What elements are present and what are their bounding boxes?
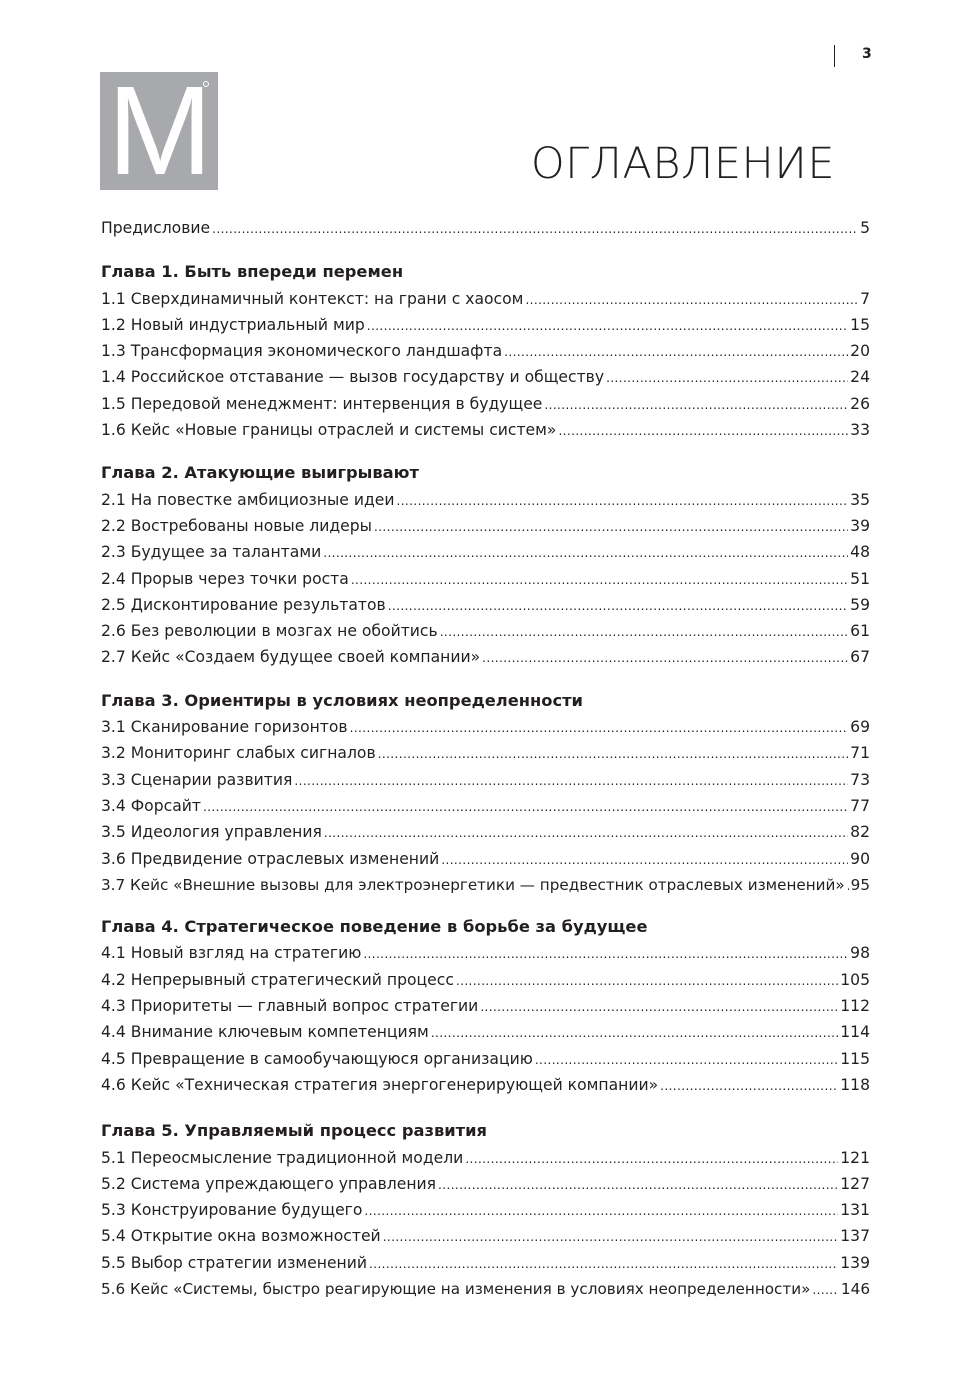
dot-leader — [558, 417, 848, 443]
toc-entry-page: 7 — [860, 289, 870, 308]
logo-letter: M — [107, 72, 211, 190]
toc-entry-page: 105 — [840, 970, 870, 989]
dot-leader — [482, 644, 848, 670]
logo-mark-icon — [203, 81, 209, 87]
toc-entry-label: 4.5 Превращение в самообучающуюся организацию — [101, 1049, 533, 1068]
dot-leader — [606, 364, 848, 390]
toc-entry-label: 2.1 На повестке амбициозные идеи — [101, 490, 395, 509]
toc-entry[interactable] — [101, 513, 870, 539]
dot-leader — [363, 940, 848, 966]
toc-entry-page: 61 — [850, 622, 870, 641]
dot-leader — [374, 513, 848, 539]
toc-entry[interactable] — [101, 967, 870, 993]
toc-entry-label: 5.6 Кейс «Системы, быстро реагирующие на изменения в условиях неопределенности» — [101, 1279, 811, 1298]
toc-entry-label: 1.6 Кейс «Новые границы отраслей и системы систем» — [101, 421, 557, 440]
toc-entry[interactable] — [101, 872, 870, 898]
toc-entry-label: 4.4 Внимание ключевым компетенциям — [101, 1023, 429, 1042]
toc-entry-label: 2.2 Востребованы новые лидеры — [101, 516, 372, 535]
toc-entry[interactable] — [101, 1046, 870, 1072]
toc-entry-page: 112 — [840, 997, 870, 1016]
dot-leader — [369, 1250, 838, 1276]
toc-entry[interactable] — [101, 819, 870, 845]
dot-leader — [367, 312, 848, 338]
toc-entry-label: 2.4 Прорыв через точки роста — [101, 569, 349, 588]
toc-entry[interactable] — [101, 417, 870, 443]
toc-entry-label: 1.5 Передовой менеджмент: интервенция в будущее — [101, 394, 543, 413]
toc-entry-label: 1.2 Новый индустриальный мир — [101, 315, 365, 334]
dot-leader — [847, 872, 849, 898]
dot-leader — [383, 1223, 839, 1249]
toc-entry[interactable] — [101, 338, 870, 364]
toc-entry[interactable] — [101, 312, 870, 338]
toc-entry-label: 4.6 Кейс «Техническая стратегия энергогенерирующей компании» — [101, 1075, 659, 1094]
dot-leader — [660, 1072, 838, 1098]
toc-entry-page: 114 — [840, 1023, 870, 1042]
chapter-heading[interactable]: Глава 1. Быть впереди перемен — [101, 262, 404, 282]
toc-entry-label: 5.2 Система упреждающего управления — [101, 1174, 437, 1193]
toc-entry[interactable] — [101, 487, 870, 513]
toc-entry-label: 1.3 Трансформация экономического ландшафта — [101, 342, 503, 361]
toc-entry[interactable] — [101, 767, 870, 793]
toc-entry-page: 90 — [850, 849, 870, 868]
toc-entry-label: Предисловие — [101, 219, 211, 237]
toc-entry[interactable] — [101, 1197, 870, 1223]
toc-entry-page: 59 — [850, 595, 870, 614]
toc-entry-label: 4.1 Новый взгляд на стратегию — [101, 944, 362, 963]
toc-entry[interactable] — [101, 644, 870, 670]
toc-entry-label: 3.3 Сценарии развития — [101, 770, 293, 789]
dot-leader — [364, 1197, 838, 1223]
toc-entry[interactable] — [101, 566, 870, 592]
toc-entry-label: 3.1 Сканирование горизонтов — [101, 718, 348, 737]
toc-entry[interactable] — [101, 1250, 870, 1276]
dot-leader — [544, 391, 848, 417]
dot-leader — [535, 1046, 838, 1072]
toc-entry-label: 2.5 Дисконтирование результатов — [101, 595, 386, 614]
dot-leader — [378, 740, 849, 766]
toc-entry[interactable] — [101, 846, 870, 872]
dot-leader — [350, 714, 849, 740]
toc-entry-page: 121 — [840, 1148, 870, 1167]
toc-entry-page: 69 — [850, 718, 870, 737]
toc-entry-label: 5.4 Открытие окна возможностей — [101, 1227, 381, 1246]
toc-entry-page: 127 — [840, 1174, 870, 1193]
dot-leader — [397, 487, 849, 513]
dot-leader — [465, 1145, 838, 1171]
toc-entry-page: 95 — [850, 875, 870, 894]
toc-entry-page: 51 — [850, 569, 870, 588]
chapter-heading[interactable]: Глава 4. Стратегическое поведение в борьбе за будущее — [101, 917, 648, 937]
toc-entry-page: 139 — [840, 1253, 870, 1272]
toc-entry-label: 3.5 Идеология управления — [101, 823, 322, 842]
toc-entry[interactable] — [101, 1145, 870, 1171]
dot-leader — [212, 215, 858, 241]
toc-entry-label: 1.4 Российское отставание — вызов государству и обществу — [101, 368, 605, 387]
toc-entry-label: 5.3 Конструирование будущего — [101, 1201, 363, 1220]
toc-entry-page: 98 — [850, 944, 870, 963]
toc-entry[interactable] — [101, 793, 870, 819]
dot-leader — [438, 1171, 838, 1197]
toc-entry-label: 3.7 Кейс «Внешние вызовы для электроэнергетики — предвестник отраслевых изменений» — [101, 875, 845, 894]
toc-entry-page: 35 — [850, 490, 870, 509]
toc-entry-page: 115 — [840, 1049, 870, 1068]
chapter-heading[interactable]: Глава 5. Управляемый процесс развития — [101, 1121, 487, 1141]
table-of-contents — [101, 215, 870, 1302]
dot-leader — [324, 819, 848, 845]
toc-entry[interactable] — [101, 940, 870, 966]
page-number: 3 — [862, 46, 872, 62]
toc-entry[interactable] — [101, 592, 870, 618]
dot-leader — [812, 1276, 839, 1302]
toc-entry-page: 48 — [850, 543, 870, 562]
toc-entry[interactable] — [101, 391, 870, 417]
dot-leader — [441, 846, 848, 872]
dot-leader — [351, 566, 848, 592]
toc-entry-page: 20 — [850, 342, 870, 361]
dot-leader — [323, 539, 848, 565]
dot-leader — [294, 767, 848, 793]
dot-leader — [388, 592, 848, 618]
dot-leader — [480, 993, 838, 1019]
toc-entry-label: 3.6 Предвидение отраслевых изменений — [101, 849, 440, 868]
toc-entry-label: 3.2 Мониторинг слабых сигналов — [101, 744, 376, 763]
toc-entry[interactable] — [101, 1276, 870, 1302]
toc-entry-label: 4.3 Приоритеты — главный вопрос стратегии — [101, 997, 479, 1016]
toc-entry[interactable] — [101, 1223, 870, 1249]
toc-entry[interactable] — [101, 539, 870, 565]
toc-entry-page: 67 — [850, 648, 870, 667]
page-title: ОГЛАВЛЕНИЕ — [530, 139, 835, 189]
dot-leader — [440, 618, 848, 644]
toc-entry-page: 131 — [840, 1201, 870, 1220]
toc-entry-page: 33 — [850, 421, 870, 440]
toc-entry[interactable] — [101, 618, 870, 644]
publisher-logo — [100, 72, 218, 190]
chapter-heading[interactable]: Глава 3. Ориентиры в условиях неопределенности — [101, 690, 583, 710]
toc-entry-preface[interactable] — [101, 215, 870, 241]
toc-entry-label: 2.7 Кейс «Создаем будущее своей компании» — [101, 648, 481, 667]
toc-entry[interactable] — [101, 714, 870, 740]
toc-entry-label: 3.4 Форсайт — [101, 796, 201, 815]
toc-entry-page: 118 — [840, 1075, 870, 1094]
chapter-heading[interactable]: Глава 2. Атакующие выигрывают — [101, 463, 419, 483]
toc-entry-page: 146 — [841, 1279, 870, 1298]
toc-entry-page: 26 — [850, 394, 870, 413]
toc-entry[interactable] — [101, 740, 870, 766]
toc-entry-page: 73 — [850, 770, 870, 789]
toc-entry-label: 2.3 Будущее за талантами — [101, 543, 322, 562]
dot-leader — [456, 967, 838, 993]
toc-entry-page: 137 — [840, 1227, 870, 1246]
toc-entry[interactable] — [101, 286, 870, 312]
toc-entry-label: 5.5 Выбор стратегии изменений — [101, 1253, 368, 1272]
toc-entry[interactable] — [101, 364, 870, 390]
toc-entry[interactable] — [101, 993, 870, 1019]
dot-leader — [504, 338, 848, 364]
toc-entry-page: 77 — [850, 796, 870, 815]
page-number-divider — [834, 45, 835, 67]
toc-entry-label: 1.1 Сверхдинамичный контекст: на грани с хаосом — [101, 289, 524, 308]
toc-entry-page: 24 — [850, 368, 870, 387]
toc-entry-page: 71 — [850, 744, 870, 763]
toc-entry-label: 2.6 Без революции в мозгах не обойтись — [101, 622, 438, 641]
dot-leader — [203, 793, 848, 819]
dot-leader — [525, 286, 858, 312]
toc-entry-page: 5 — [860, 219, 870, 237]
toc-entry-page: 39 — [850, 516, 870, 535]
toc-entry[interactable] — [101, 1171, 870, 1197]
toc-entry-page: 15 — [850, 315, 870, 334]
toc-entry-label: 5.1 Переосмысление традиционной модели — [101, 1148, 464, 1167]
toc-entry[interactable] — [101, 1019, 870, 1045]
dot-leader — [431, 1019, 838, 1045]
toc-entry-label: 4.2 Непрерывный стратегический процесс — [101, 970, 454, 989]
toc-entry[interactable] — [101, 1072, 870, 1098]
toc-entry-page: 82 — [850, 823, 870, 842]
